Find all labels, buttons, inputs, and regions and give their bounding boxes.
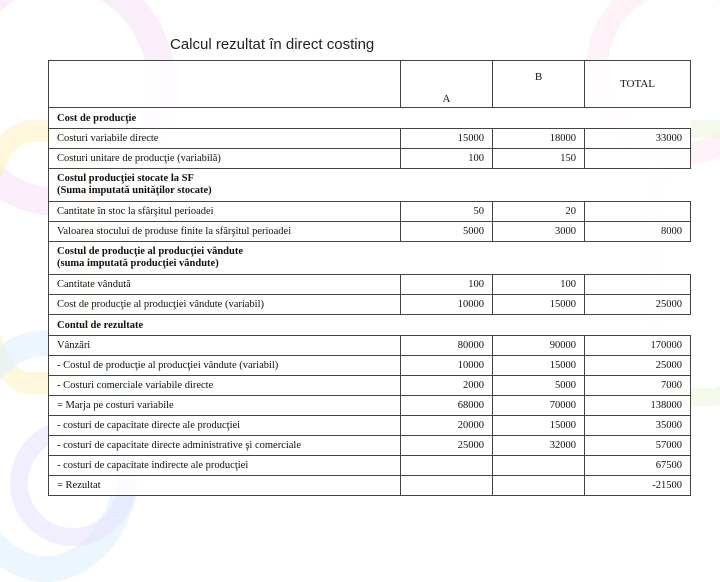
cell-total: 67500 [585, 456, 691, 476]
section-subtitle-line: (Suma imputată unităţilor stocate) [57, 185, 212, 196]
row-label: - costuri de capacitate directe ale producţiei [49, 416, 401, 436]
section-tail-cell [585, 315, 691, 336]
cell-total: 35000 [585, 416, 691, 436]
table-row [49, 396, 691, 416]
cell-total: 33000 [585, 129, 691, 149]
table-row [49, 295, 691, 315]
header-label-cell [49, 61, 401, 108]
cell-a: 68000 [401, 396, 493, 416]
table-row [49, 202, 691, 222]
section-title [49, 108, 585, 129]
cell-b: 5000 [493, 376, 585, 396]
table-row [49, 456, 691, 476]
cell-total: 25000 [585, 356, 691, 376]
slide-title: Calcul rezultat în direct costing [170, 36, 375, 53]
row-label: Cantitate vândută [49, 275, 401, 295]
cell-total [585, 202, 691, 222]
cell-a: 15000 [401, 129, 493, 149]
table-row [49, 376, 691, 396]
table-row [49, 436, 691, 456]
row-label: Vânzări [49, 336, 401, 356]
cell-b: 15000 [493, 416, 585, 436]
cell-a: 25000 [401, 436, 493, 456]
cell-a: 10000 [401, 356, 493, 376]
row-label: Costuri variabile directe [49, 129, 401, 149]
section-header-row [49, 315, 691, 336]
row-label: - Costuri comerciale variabile directe [49, 376, 401, 396]
cell-b: 90000 [493, 336, 585, 356]
cell-a: 10000 [401, 295, 493, 315]
header-col-b: B [493, 61, 585, 108]
cell-b: 100 [493, 275, 585, 295]
section-tail-cell [585, 108, 691, 129]
section-subtitle-line: (suma imputată producţiei vândute) [57, 258, 219, 269]
row-label: Cantitate în stoc la sfârşitul perioadei [49, 202, 401, 222]
header-col-total: TOTAL [585, 61, 691, 108]
section-header-row [49, 169, 691, 202]
section-title [49, 242, 585, 275]
cell-a: 100 [401, 149, 493, 169]
row-label: Cost de producţie al producţiei vândute (variabil) [49, 295, 401, 315]
cell-b: 70000 [493, 396, 585, 416]
header-col-a: A [401, 61, 493, 108]
row-label: Costuri unitare de producţie (variabilă) [49, 149, 401, 169]
direct-costing-table [48, 60, 691, 496]
cell-total: 7000 [585, 376, 691, 396]
cell-a [401, 456, 493, 476]
section-title-line: Costul producţiei stocate la SF [57, 173, 194, 184]
table-row [49, 129, 691, 149]
cell-b: 20 [493, 202, 585, 222]
row-label: = Rezultat [49, 476, 401, 496]
cell-total [585, 149, 691, 169]
table-row [49, 275, 691, 295]
cell-a: 20000 [401, 416, 493, 436]
section-header-row [49, 108, 691, 129]
row-label: = Marja pe costuri variabile [49, 396, 401, 416]
row-label: - Costul de producţie al producţiei vândute (variabil) [49, 356, 401, 376]
cell-total: 138000 [585, 396, 691, 416]
cell-b: 3000 [493, 222, 585, 242]
table-row [49, 336, 691, 356]
table-row [49, 222, 691, 242]
cell-total: 57000 [585, 436, 691, 456]
section-title [49, 169, 585, 202]
cell-b: 18000 [493, 129, 585, 149]
table-row [49, 356, 691, 376]
cell-b [493, 456, 585, 476]
cell-a: 5000 [401, 222, 493, 242]
header-row [49, 61, 691, 108]
cell-total: 25000 [585, 295, 691, 315]
section-header-row [49, 242, 691, 275]
cell-a: 80000 [401, 336, 493, 356]
table-row [49, 416, 691, 436]
cell-a [401, 476, 493, 496]
cell-total: 170000 [585, 336, 691, 356]
cell-total: 8000 [585, 222, 691, 242]
cell-a: 50 [401, 202, 493, 222]
row-label: - costuri de capacitate indirecte ale producţiei [49, 456, 401, 476]
section-title-line: Costul de producţie al producţiei vândute [57, 246, 244, 257]
cell-b: 15000 [493, 295, 585, 315]
row-label: - costuri de capacitate directe administrative şi comerciale [49, 436, 401, 456]
cell-b: 32000 [493, 436, 585, 456]
table-row [49, 476, 691, 496]
cell-a: 2000 [401, 376, 493, 396]
cell-total [585, 275, 691, 295]
cell-total: -21500 [585, 476, 691, 496]
cell-a: 100 [401, 275, 493, 295]
row-label: Valoarea stocului de produse finite la sfârşitul perioadei [49, 222, 401, 242]
cell-b: 150 [493, 149, 585, 169]
section-tail-cell [585, 242, 691, 275]
table-row [49, 149, 691, 169]
section-title [49, 315, 585, 336]
section-tail-cell [585, 169, 691, 202]
section-title-line: Cost de producţie [57, 112, 137, 124]
section-title-line: Contul de rezultate [57, 319, 144, 331]
cell-b [493, 476, 585, 496]
cell-b: 15000 [493, 356, 585, 376]
